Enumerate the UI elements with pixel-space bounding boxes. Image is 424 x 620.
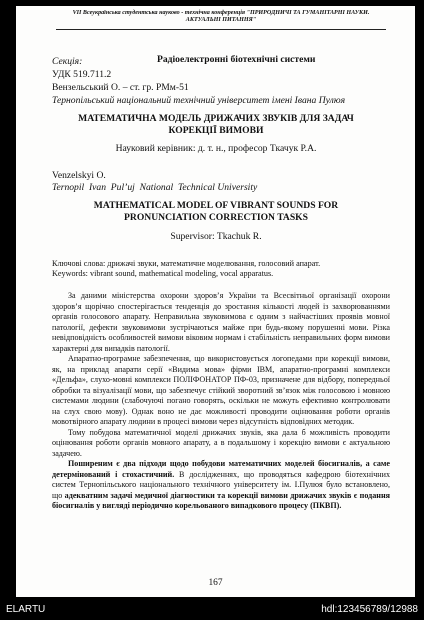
paragraph-4-text: В дослідженнях, що проводяться кафедрою біотехнічних систем Тернопільського національного технічного університету ім. І.Пулюя було встановлено, що [52, 469, 391, 500]
title-ua-line2: КОРЕКЦІЇ ВИМОВИ [168, 125, 264, 136]
paragraph-4-bold-2: адекватним задачі медичної діагностики та корекції вимови дрижачих звуків є подання біосигналів у вигляді періодично корельованого випадкового процесу (ПКВП). [52, 490, 390, 510]
title-en [36, 200, 396, 224]
title-en-line2: PRONUNCIATION CORRECTION TASKS [124, 212, 308, 223]
paragraph-1: За даними міністерства охорони здоров’я України та Всесвітньої організації охорони здоров’я щорічно спостерігається тенденція до зростання кількості людей із захворюваннями органів голосового апарату. Неправильна звуковимова є одним з найчастіших проявів мовної патології, дефекти звуковимови зустрічаються майже при будь-якому порушенні мови. Різка невідповідність особливостей вимови віковим нормам і стабільність неправильних форм вимови характерні для випадків патології. [52, 291, 390, 353]
keywords [52, 259, 392, 280]
repository-name: ELARTU [6, 604, 46, 615]
body-text [52, 291, 390, 512]
paragraph-4 [52, 459, 390, 512]
conference-header [56, 10, 386, 25]
udc-code: УДК 519.711.2 [52, 69, 112, 80]
keywords-ua: Ключові слова: дрижачі звуки, математичне моделювання, голосовий апарат. [52, 259, 321, 268]
title-ua [36, 113, 396, 137]
title-en-line1: MATHEMATICAL MODEL OF VIBRANT SOUNDS FOR [93, 200, 339, 211]
conference-header-line1: VII Всеукраїнська студентська науково - технічна конференція "ПРИРОДНИЧІ ТА ГУМАНІТАРНІ НАУКИ. [72, 10, 370, 16]
section-label: Секція: [52, 56, 83, 67]
author-en: Venzelskyi O. [52, 170, 106, 181]
supervisor-en: Supervisor: Tkachuk R. [170, 231, 262, 242]
paragraph-3: Тому побудова математичної моделі дрижачих звуків, яка дала б можливість проводити оцінювання роботи органів мовного апарату, а в подальшому і корекцію вимови є актуальною задачею. [52, 427, 390, 458]
university-en: Ternopil Ivan Pul’uj National Technical University [52, 182, 258, 193]
title-ua-line1: МАТЕМАТИЧНА МОДЕЛЬ ДРИЖАЧИХ ЗВУКІВ ДЛЯ ЗАДАЧ [78, 113, 354, 124]
section-title: Радіоелектронні біотехнічні системи [157, 54, 316, 65]
conference-header-line2: АКТУАЛЬНІ ПИТАННЯ" [185, 17, 257, 24]
page-number: 167 [208, 578, 223, 588]
keywords-en: Keywords: vibrant sound, mathematical modeling, vocal apparatus. [52, 269, 274, 279]
supervisor-ua: Науковий керівник: д. т. н., професор Ткачук Р.А. [115, 143, 317, 154]
repository-footer [0, 600, 424, 620]
paragraph-2: Апаратно-програмне забезпечення, що використовується логопедами при корекції вимови, як, на приклад апарати серії «Видима мова» фірми IBM, апаратно-програмні комплекси «Дельфа», слухо-мовні комплекси ПОЛІФОНАТОР ПФ-03, призначене для відбору, попередньої обробки та візуалізації мови, що забезпечує стійкий зворотний зв’язок між голосовою і мовною системами людини (слабочуючі погано говорять, оскільки не можуть ефективно контролювати на слух свою мову). Однак воно не дає можливості проводити оцінювання роботи органів мовотвірного апарату людини в процесі вимови через відсутність відповідних методик. [52, 354, 390, 426]
university-ua: Тернопільський національний технічний університет імені Івана Пулюя [52, 95, 346, 106]
handle-id: hdl:123456789/12988 [321, 604, 418, 615]
paragraph-4-bold-1: Поширеним є два підходи щодо побудови математичних моделей біосигналів, а саме детермінований і стохастичний. [52, 459, 390, 479]
header-rule [56, 29, 386, 30]
document-page [16, 6, 415, 597]
author-ua: Вензельський О. – ст. гр. РМм-51 [52, 82, 189, 93]
